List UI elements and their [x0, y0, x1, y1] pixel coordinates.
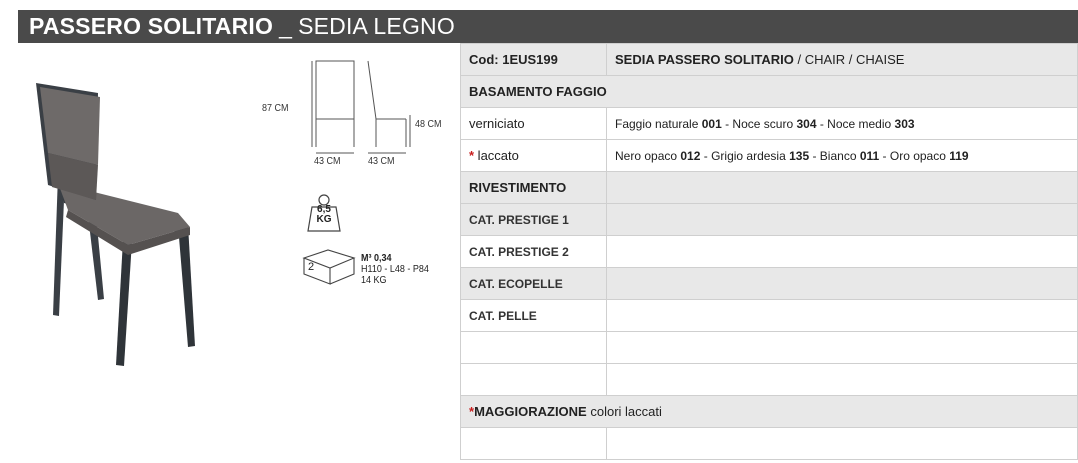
basamento-header: BASAMENTO FAGGIO — [461, 76, 1078, 108]
empty-row — [461, 332, 1078, 364]
product-name: PASSERO SOLITARIO — [29, 13, 274, 39]
category-row — [461, 204, 1078, 236]
verniciato-colors: Faggio naturale 001 - Noce scuro 304 - Noce medio 303 — [607, 108, 1078, 140]
laccato-row — [461, 140, 1078, 172]
category-label: CAT. PELLE — [461, 300, 607, 332]
verniciato-row — [461, 108, 1078, 140]
category-label: CAT. PRESTIGE 1 — [461, 204, 607, 236]
rivestimento-header-row — [461, 172, 1078, 204]
laccato-label: * laccato — [461, 140, 607, 172]
empty-row — [461, 428, 1078, 460]
maggiorazione-row — [461, 396, 1078, 428]
seat-height-label: 48 CM — [415, 119, 442, 130]
code-row — [461, 44, 1078, 76]
maggiorazione-note: *MAGGIORAZIONE colori laccati — [461, 396, 1078, 428]
product-visual-panel — [18, 43, 460, 463]
category-row — [461, 268, 1078, 300]
category-label: CAT. PRESTIGE 2 — [461, 236, 607, 268]
product-description: SEDIA PASSERO SOLITARIO / CHAIR / CHAISE — [607, 44, 1078, 76]
rivestimento-header: RIVESTIMENTO — [461, 172, 607, 204]
weight-value: 6,5 KG — [316, 204, 332, 225]
verniciato-label: verniciato — [461, 108, 607, 140]
package-info: M³ 0,34 H110 - L48 - P84 14 KG — [361, 253, 429, 286]
laccato-colors: Nero opaco 012 - Grigio ardesia 135 - Bianco 011 - Oro opaco 119 — [607, 140, 1078, 172]
height-label: 87 CM — [262, 103, 289, 114]
page-title — [18, 10, 1078, 43]
package-count: 2 — [308, 261, 315, 273]
product-type: SEDIA LEGNO — [298, 13, 455, 39]
title-separator: _ — [279, 13, 293, 39]
category-row — [461, 236, 1078, 268]
category-row — [461, 300, 1078, 332]
spec-table — [460, 43, 1078, 460]
empty-row — [461, 364, 1078, 396]
product-code: Cod: 1EUS199 — [461, 44, 607, 76]
basamento-header-row — [461, 76, 1078, 108]
category-label: CAT. ECOPELLE — [461, 268, 607, 300]
depth-label: 43 CM — [368, 156, 395, 167]
width-label: 43 CM — [314, 156, 341, 167]
chair-image — [28, 65, 228, 385]
